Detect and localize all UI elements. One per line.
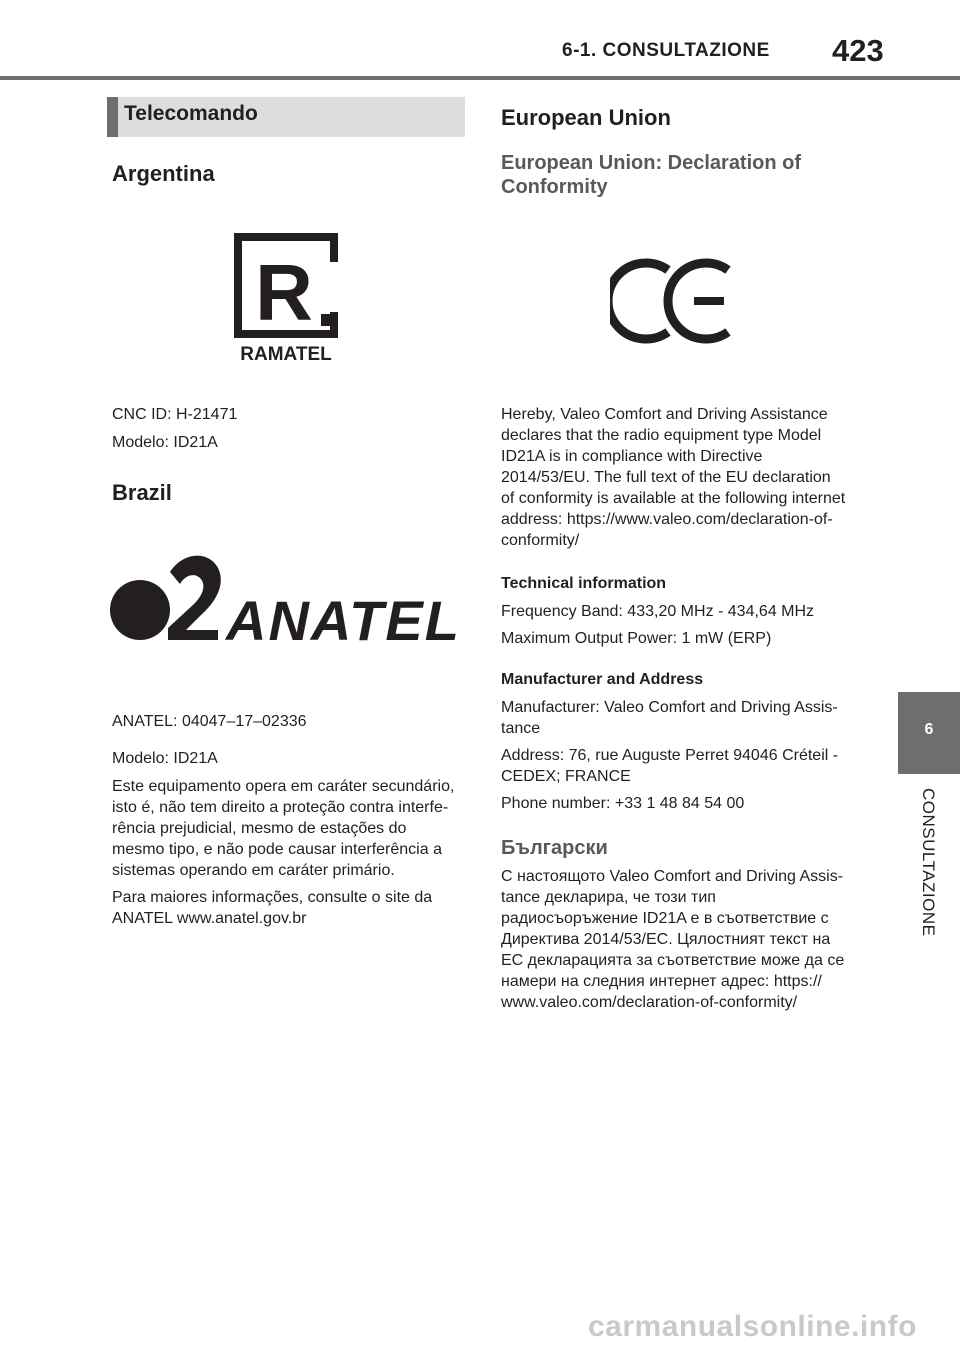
chapter-tab-label: CONSULTAZIONE — [919, 788, 938, 937]
bulgarian-text: С настоящото Valeo Comfort and Driving Assis- tance декларира, че този тип радиосъоръжение ID21A е в съответствие с Директива 2014/53/ЕС. Цялостният текст на ЕС декларацията за съответствие може да се намери на следния интернет адрес: https:// www.valeo.com/declaration-of-conformity/ — [501, 868, 845, 1011]
cnc-id: CNC ID: H-21471 — [112, 406, 238, 423]
max-output-power: Maximum Output Power: 1 mW (ERP) — [501, 630, 772, 647]
model-brazil: Modelo: ID21A — [112, 750, 218, 767]
section-label: Telecomando — [124, 102, 258, 125]
heading-argentina: Argentina — [112, 161, 215, 186]
brazil-paragraph-1: Este equipamento opera em caráter secundário, isto é, não tem direito a proteção contra interfe- rência prejudicial, mesmo de estações do mesmo tipo, e não pode causar interferência a sistemas operando em caráter primário. — [112, 778, 455, 879]
chapter-tab-number: 6 — [924, 721, 934, 738]
anatel-logo — [108, 550, 466, 645]
ramatel-logo — [232, 232, 342, 367]
heading-bulgarian: Български — [501, 837, 608, 859]
running-header-title: 6-1. CONSULTAZIONE — [562, 40, 770, 61]
address-text: Address: 76, rue Auguste Perret 94046 Créteil - CEDEX; FRANCE — [501, 747, 839, 785]
heading-technical-information: Technical information — [501, 575, 667, 592]
section-bar-accent — [107, 97, 118, 137]
heading-brazil: Brazil — [112, 480, 172, 505]
manufacturer-text: Manufacturer: Valeo Comfort and Driving Assis- tance — [501, 699, 838, 737]
chapter-tab[interactable] — [898, 692, 960, 774]
heading-european-union: European Union — [501, 105, 671, 130]
ce-mark-icon — [610, 258, 735, 348]
eu-declaration-text: Hereby, Valeo Comfort and Driving Assistance declares that the radio equipment type Model ID21A is in compliance with Directive 2014/53/EU. The full text of the EU declaration of conformity is available at the following internet address: https://www.valeo.com/declaration-of- conformity/ — [501, 406, 846, 549]
frequency-band: Frequency Band: 433,20 MHz - 434,64 MHz — [501, 603, 815, 620]
footer-watermark: carmanualsonline.info — [588, 1310, 917, 1343]
page-number: 423 — [832, 33, 884, 68]
subheading-eu-declaration: European Union: Declaration of Conformity — [501, 152, 802, 198]
svg-text:R: R — [255, 248, 313, 337]
brazil-paragraph-2: Para maiores informações, consulte o site da ANATEL www.anatel.gov.br — [112, 889, 433, 927]
anatel-logo-text: ANATEL — [226, 589, 461, 645]
anatel-code: ANATEL: 04047–17–02336 — [112, 713, 307, 730]
model-argentina: Modelo: ID21A — [112, 434, 218, 451]
phone-number: Phone number: +33 1 48 84 54 00 — [501, 795, 745, 812]
header-divider — [0, 76, 960, 80]
heading-manufacturer: Manufacturer and Address — [501, 671, 704, 688]
section-bar-telecomando — [107, 97, 465, 137]
ramatel-logo-text: RAMATEL — [240, 344, 332, 365]
